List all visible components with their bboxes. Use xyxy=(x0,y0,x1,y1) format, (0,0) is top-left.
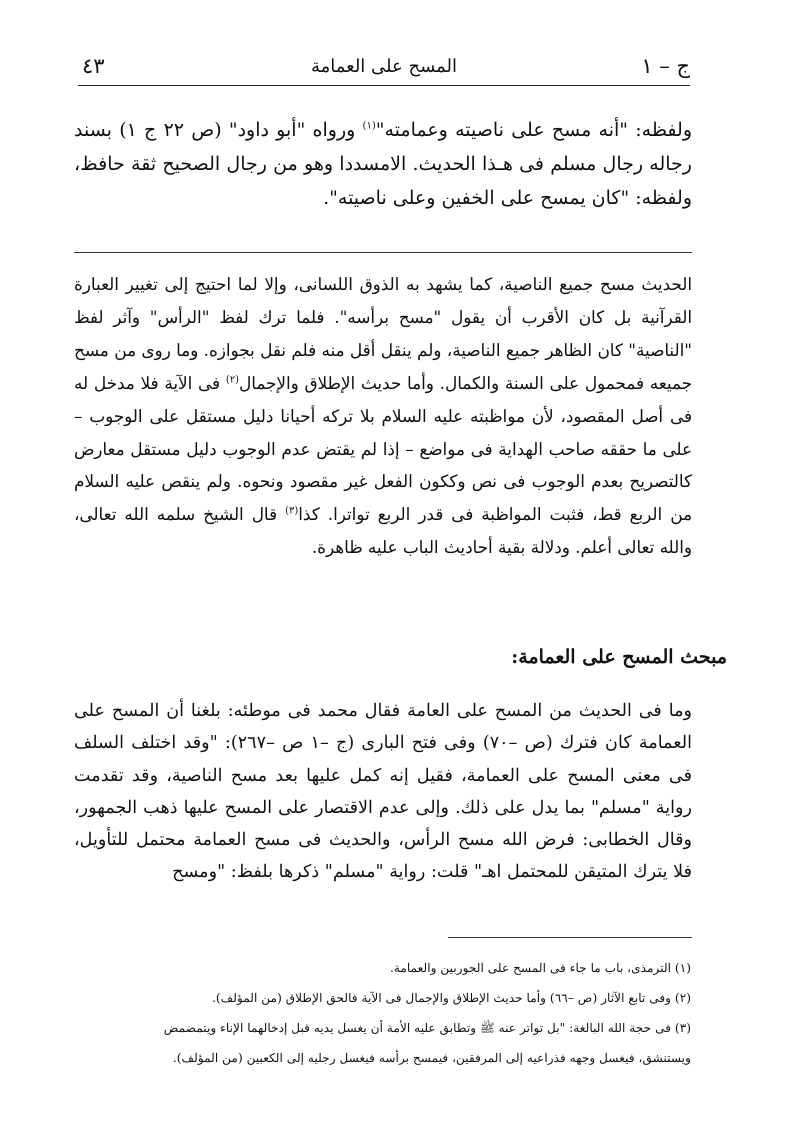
footnote-ref: (٣) xyxy=(285,505,299,517)
text-line: ولفظه: "أنه مسح على ناصيته وعمامته" xyxy=(375,119,692,141)
text-line: الجمهور، وقال الخطابى: فرض الله مسح الرأس، والحديث فى مسح العمامة محتمل xyxy=(74,797,692,851)
footnote-rule xyxy=(448,937,692,938)
text-line: السلف فى معنى المسح على العمامة، فقيل إنه كمل عليها بعد مسح الناصية، وقد xyxy=(74,733,692,786)
running-title: المسح على العمامة xyxy=(310,56,458,77)
text-line: ونحوه. ولم ينقص عليه السلام من الربع قط، فثبت المواظبة فى قدر الربع تواترا. كذا xyxy=(74,471,692,525)
text-line: الحديث مسح جميع الناصية، كما يشهد به الذوق اللسانى، وإلا لما احتيج إلى تغيير xyxy=(125,274,692,294)
text-line: قال الشيخ سلمه الله تعالى، والله تعالى أعلم. ودلالة بقية أحاديث الباب عليه ظاهرة. xyxy=(74,504,692,558)
footnote-ref: (١) xyxy=(362,120,376,132)
volume-label: ج – ١ xyxy=(641,54,690,78)
footnote: ويستنشق، فيغسل وجهه فذراعيه إلى المرفقين، فيمسح برأسه فيغسل رجليه إلى الكعبين (من المؤلف). xyxy=(172,1051,691,1065)
footnote-ref: (٢) xyxy=(225,374,240,386)
text-line: العمامة كان فترك (ص –٧٠) وفى فتح البارى (ج –١ ص –٢٦٧): "وقد اختلف xyxy=(131,733,693,754)
text-line: دليل مستقل معارض كالتصريح بعدم الوجوب فى نص وككون الفعل غير مقصود xyxy=(74,438,693,492)
footnotes xyxy=(80,953,691,1073)
header-rule xyxy=(78,85,690,86)
text-line: على الوجوب – على ما حققه صاحب الهداية فى مواضع – إذا لم يقتض عدم الوجوب xyxy=(74,405,693,459)
body-paragraph xyxy=(74,695,692,889)
footnote: (٢) وفى تابع الآثار (ص –٦٦) وأما حديث الإطلاق والإجمال فى الآية فالحق الإطلاق (من المؤلف). xyxy=(212,991,691,1005)
running-header xyxy=(78,46,690,80)
text-line: العبارة القرآنية بل كان الأقرب أن يقول "مسح برأسه". فلما ترك لفظ "الرأس" وآثر لفظ xyxy=(74,274,692,327)
text-line: "الناصية" كان الظاهر جميع الناصية، ولم ينقل أقل منه فلم نقل بجوازه. وما روى من xyxy=(114,339,692,360)
text-line: ثقة حافظ، ولفظه: "كان يمسح على الخفين وعلى ناصيته". xyxy=(74,153,692,209)
text-line: فلا مدخل له فى أصل المقصود، لأن مواظبته عليه السلام بلا تركه أحيانا دليل مستقل xyxy=(74,372,692,426)
text-line: ورواه "أبو داود" (ص ٢٢ ج ١) xyxy=(119,119,356,141)
text-line: تقدمت رواية "مسلم" بما يدل على ذلك. وإلى عدم الاقتصار على المسح عليها ذهب xyxy=(74,765,693,818)
text-line: بسند رجاله رجال مسلم فى هـذا الحديث. الامسددا وهو من رجال الصحيح xyxy=(74,119,692,175)
text-line: وما فى الحديث من المسح على العامة فقال محمد فى موطئه: بلغنا أن المسح على xyxy=(74,701,692,721)
text-line: فى الآية xyxy=(164,372,221,393)
page-number: ٤٣ xyxy=(82,54,105,78)
footnote: (٣) فى حجة الله البالغة: "بل تواتر عنه ﷺ وتطابق عليه الأمة أن يغسل يديه قبل إدخالهما الإناء ويتمضمض xyxy=(163,1021,691,1035)
middle-paragraph xyxy=(74,268,692,564)
section-divider xyxy=(74,252,692,253)
text-line: للتأويل، فلا يترك المتيقن للمحتمل اهـ" قلت: رواية "مسلم" ذكرها بلفظ: "ومسح xyxy=(74,830,692,883)
section-heading: مبحث المسح على العمامة: xyxy=(511,646,727,668)
footnote: (١) الترمذى، باب ما جاء فى المسح على الجوربين والعمامة. xyxy=(389,961,691,975)
top-paragraph xyxy=(74,113,692,215)
text-line: مسح جميعه فمحمول على السنة والكمال. وأما حديث الإطلاق والإجمال xyxy=(74,339,692,393)
